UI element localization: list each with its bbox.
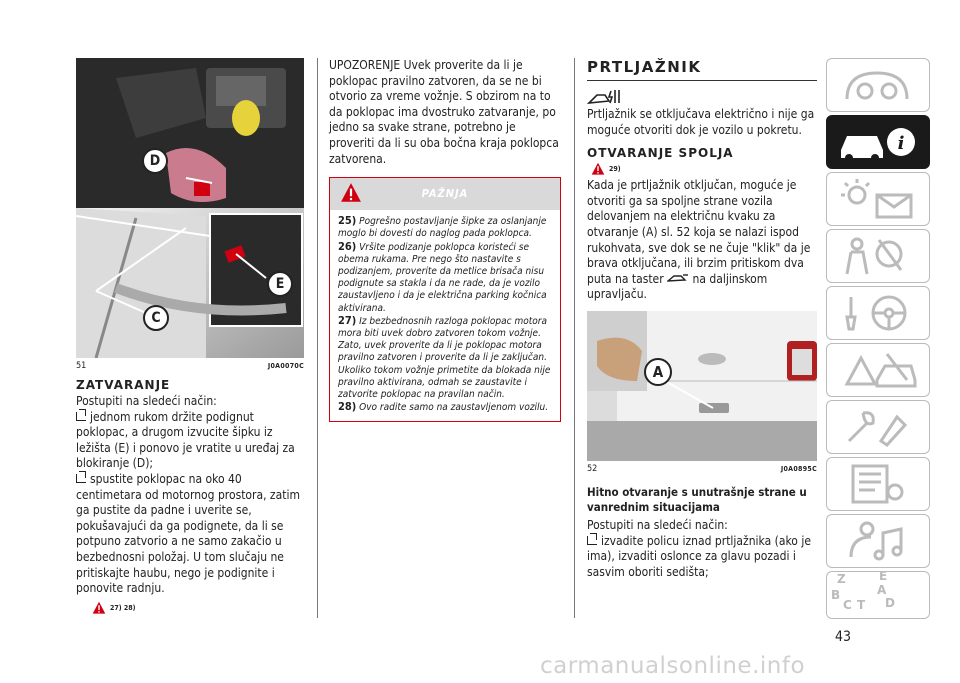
title-rule xyxy=(587,80,817,81)
callout-d: D xyxy=(142,148,168,174)
figure-number: 51 xyxy=(76,361,87,371)
intro-text: Postupiti na sledeći način: xyxy=(587,517,728,532)
warning-reference: 27) 28) xyxy=(92,601,304,615)
warning-reference: 29) xyxy=(591,162,817,176)
engine-bay-illustration xyxy=(76,58,304,358)
column-3 xyxy=(587,58,817,580)
tab-multimedia[interactable] xyxy=(826,514,930,568)
warning-triangle-icon xyxy=(92,601,106,615)
index-icon: Z E B A C T D xyxy=(831,569,895,612)
list-item: spustite poklopac na oko 40 centimetara od motornog prostora, zatim ga pustite da padne i uverite se, pokušavajući da ga podignete, da li se potpuno zatvorio a ne samo zakačio u bezbednosni položaj. U tom slučaju ne pritiskajte haubu, nego je podignite i ponovite radnju. xyxy=(76,471,300,596)
technical-data-icon xyxy=(827,458,929,510)
column-2 xyxy=(329,58,561,422)
tab-safety[interactable] xyxy=(826,229,930,283)
subheading-otvaranje-spolja: OTVARANJE SPOLJA xyxy=(587,146,734,161)
caution-notes xyxy=(330,210,560,421)
note-item: 25) Pogrešno postavljanje šipke za oslanjanje moglo bi dovesti do naglog pada poklopca. xyxy=(338,214,547,240)
tab-index[interactable] xyxy=(826,571,930,619)
safety-airbag-icon xyxy=(827,230,929,282)
tab-technical-data[interactable] xyxy=(826,457,930,511)
warning-triangle-icon xyxy=(591,162,605,176)
list-item: jednom rukom držite podignut poklopac, a drugom izvucite šipku iz ležišta (E) i ponovo je vratite u uređaj za blokiranje (D); xyxy=(76,409,295,471)
subheading-emergency: Hitno otvaranje s unutrašnje strane u vanrednim situacijama xyxy=(587,484,807,514)
callout-a: A xyxy=(644,358,672,386)
caution-title: PAŽNJA xyxy=(421,187,469,201)
checkbox-bullet-icon xyxy=(76,412,86,421)
list-item: izvadite policu iznad prtljažnika (ako je ima), izvaditi oslonce za glavu pozadi i sasvim oboriti sedišta; xyxy=(587,533,811,579)
warning-triangle-icon xyxy=(340,182,362,204)
multimedia-icon xyxy=(827,515,929,567)
electric-tailgate-icon xyxy=(587,87,625,107)
tab-warning-lights[interactable] xyxy=(826,172,930,226)
tab-starting-driving[interactable] xyxy=(826,286,930,340)
tab-dashboard[interactable] xyxy=(826,58,930,112)
tailgate-key-icon xyxy=(667,273,689,283)
tailgate-illustration xyxy=(587,311,817,461)
body-text: Kada je prtljažnik otključan, moguće je otvoriti ga sa spoljne strane vozila delovanjem na električnu kvaku za otvaranje (A) sl. 52 koja se nalazi ispod rukohvata, sve dok se ne čuje "klik" da je brava otključana, ili brzim pritiskom dva puta na taster na daljinskom upravljaču. xyxy=(587,178,811,302)
column-divider xyxy=(317,58,318,618)
intro-text: Prtljažnik se otključava električno i nije ga moguće otvoriti dok je vozilo u pokretu. xyxy=(587,107,815,137)
callout-c: C xyxy=(143,305,169,331)
note-item: 27) Iz bezbednosnih razloga poklopac motora mora biti uvek dobro zatvoren tokom vožnje. Zato, uvek proverite da li je poklopac motora pravilno zatvoren i proverite da li je zaključan. Ukoliko tokom vožnje primetite da blokada nije pravilno aktivirana, odmah se zaustavite i zatvorite poklopac na pravilan način. xyxy=(338,313,551,400)
note-item: 28) Ovo radite samo na zaustavljenom vozilu. xyxy=(338,400,549,414)
steering-wheel-icon xyxy=(827,287,929,339)
figure-52-tailgate xyxy=(587,311,817,461)
dashboard-icon xyxy=(827,59,929,111)
upozorenje-text: UPOZORENJE Uvek proverite da li je poklopac pravilno zatvoren, da se ne bi otvorio za vreme vožnje. S obzirom na to da poklopac ima dvostruko zatvaranje, po jedno sa svake strane, potrebno je proveriti da li su oba bočna kraja poklopca zatvorena. xyxy=(329,58,559,166)
figure-51-engine-bay xyxy=(76,58,304,358)
maintenance-icon xyxy=(827,401,929,453)
page-number: 43 xyxy=(835,629,852,645)
watermark: carmanualsonline.info xyxy=(540,653,806,679)
section-heading-zatvaranje: ZATVARANJE xyxy=(76,378,171,392)
figure-code: J0A0070C xyxy=(267,362,304,370)
column-divider xyxy=(574,58,575,618)
intro-text: Postupiti na sledeći način: xyxy=(76,394,217,408)
figure-51-caption xyxy=(76,361,304,372)
callout-e: E xyxy=(267,271,293,297)
caution-header xyxy=(330,178,560,210)
figure-number: 52 xyxy=(587,463,598,474)
caution-box xyxy=(329,177,561,422)
checkbox-bullet-icon xyxy=(76,474,86,483)
tab-emergency[interactable] xyxy=(826,343,930,397)
car-info-icon xyxy=(827,116,929,168)
figure-52-caption xyxy=(587,464,817,475)
svg-text:i: i xyxy=(897,133,905,154)
column-1 xyxy=(76,58,304,615)
checkbox-bullet-icon xyxy=(587,536,597,545)
tab-maintenance[interactable] xyxy=(826,400,930,454)
note-item: 26) Vršite podizanje poklopca koristeći se obema rukama. Pre nego što nastavite s podizanjem, proverite da metlice brisača nisu podignute sa stakla i da ne rade, da je vozilo zaustavljeno i da je električna parking kočnica aktivirana. xyxy=(338,239,547,314)
emergency-icon xyxy=(827,344,929,396)
tab-vehicle-info[interactable] xyxy=(826,115,930,169)
page-title: PRTLJAŽNIK xyxy=(587,58,702,76)
figure-code: J0A0895C xyxy=(780,464,817,473)
warning-lights-icon xyxy=(827,173,929,225)
